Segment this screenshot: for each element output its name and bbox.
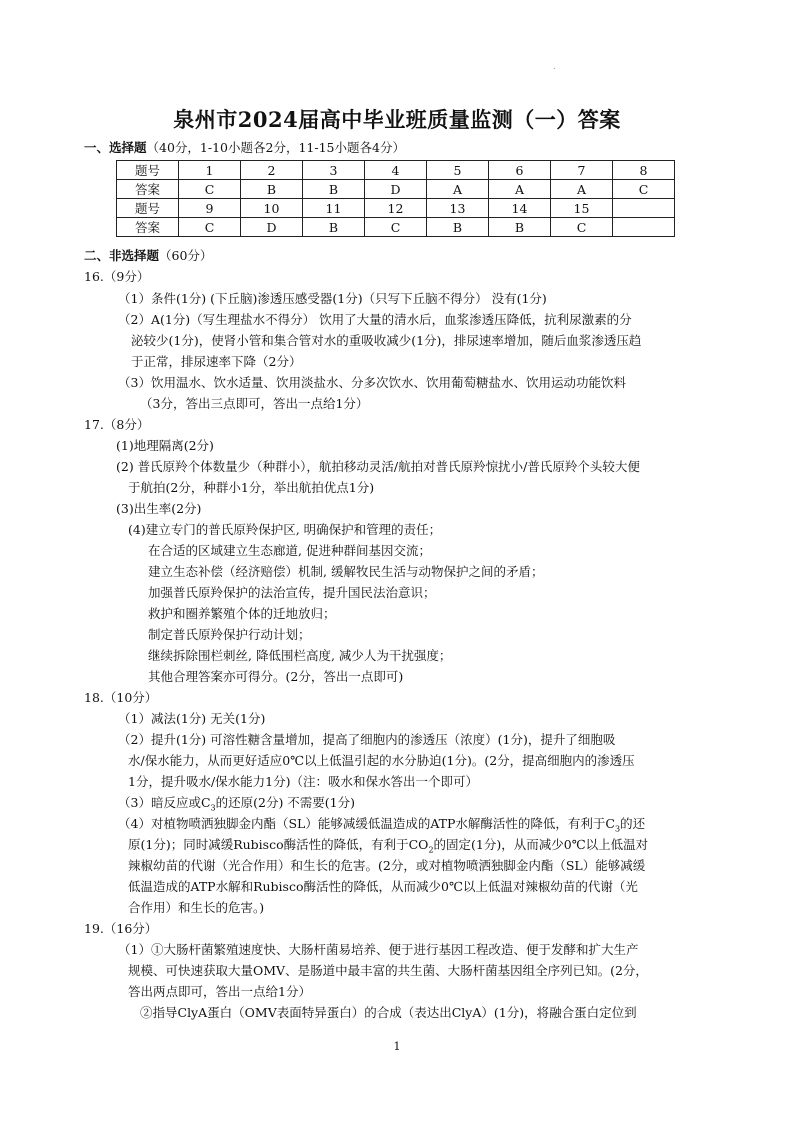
table-cell: A — [551, 180, 613, 199]
table-row — [117, 218, 675, 237]
table-cell: 10 — [241, 199, 303, 218]
section-1-heading — [84, 140, 405, 156]
table-cell: C — [613, 180, 675, 199]
table-cell: A — [489, 180, 551, 199]
stray-mark: . — [553, 62, 556, 71]
line-text: （3）暗反应或C — [118, 795, 211, 810]
table-cell — [613, 218, 675, 237]
answer-line: (1)地理隔离(2分) — [116, 438, 214, 453]
answer-line: (2) 普氏原羚个体数量少（种群小），航拍移动灵活/航拍对普氏原羚惊扰小/普氏原羚个头较大便 — [116, 459, 640, 474]
question-heading: 17.（8分） — [84, 417, 150, 432]
table-cell: B — [241, 180, 303, 199]
page-number: 1 — [393, 1040, 401, 1053]
answer-line: (3)出生率(2分) — [116, 501, 202, 516]
answer-line: （1）①大肠杆菌繁殖速度快、大肠杆菌易培养、便于进行基因工程改造、便于发酵和扩大生产 — [118, 942, 639, 957]
table-cell: 题号 — [117, 161, 179, 180]
table-cell: A — [427, 180, 489, 199]
answer-line: 于正常，排尿速率下降（2分） — [131, 354, 302, 369]
answer-table — [116, 160, 675, 237]
answer-line: 在合适的区域建立生态廊道, 促进种群间基因交流； — [148, 543, 431, 558]
subscript: 3 — [210, 803, 216, 813]
answer-line — [118, 816, 645, 838]
answer-line — [128, 837, 648, 859]
subscript: 3 — [614, 824, 621, 834]
answer-line: 低温造成的ATP水解和Rubisco酶活性的降低，从而减少0℃以上低温对辣椒幼苗的代谢（光 — [128, 879, 638, 894]
table-cell: 7 — [551, 161, 613, 180]
table-cell: C — [179, 180, 241, 199]
answer-line: 规模、可快速获取大量OMV、是肠道中最丰富的共生菌、大肠杆菌基因组全序列已知。(2分， — [128, 963, 648, 978]
answer-line: （1）条件(1分) (下丘脑)渗透压感受器(1分)（只写下丘脑不得分） 没有(1分) — [118, 291, 547, 306]
answer-line: （3）饮用温水、饮水适量、饮用淡盐水、分多次饮水、饮用葡萄糖盐水、饮用运动功能饮料 — [118, 375, 626, 390]
section-1-note: （40分，1-10小题各2分，11-15小题各4分） — [146, 140, 405, 155]
line-text: 的固定(1分)，从而减少0℃以上低温对 — [433, 837, 649, 852]
table-cell: 3 — [303, 161, 365, 180]
table-cell: 15 — [551, 199, 613, 218]
answer-line: 继续拆除围栏刺丝, 降低围栏高度, 减少人为干扰强度； — [148, 648, 452, 663]
subscript: 2 — [428, 845, 434, 855]
answer-line: （2）A(1分)（写生理盐水不得分） 饮用了大量的清水后，血浆渗透压降低，抗利尿激素的分 — [118, 312, 632, 327]
table-cell: C — [179, 218, 241, 237]
table-cell: 1 — [179, 161, 241, 180]
table-cell: C — [551, 218, 613, 237]
answer-line: 辣椒幼苗的代谢（光合作用）和生长的危害。(2分，或对植物喷洒独脚金内酯（SL）能够减缓 — [128, 858, 646, 873]
table-cell: 12 — [365, 199, 427, 218]
answer-line: ②指导ClyA蛋白（OMV表面特异蛋白）的合成（表达出ClyA）(1分)，将融合蛋白定位到 — [140, 1005, 637, 1020]
table-cell — [613, 199, 675, 218]
table-cell: 6 — [489, 161, 551, 180]
question-heading: 18.（10分） — [84, 690, 158, 705]
line-text: 的还 — [620, 816, 646, 831]
table-cell: 4 — [365, 161, 427, 180]
table-cell: 13 — [427, 199, 489, 218]
table-cell: 答案 — [117, 180, 179, 199]
table-row — [117, 161, 675, 180]
answer-line: 加强普氏原羚保护的法治宣传，提升国民法治意识； — [148, 585, 436, 600]
table-row — [117, 180, 675, 199]
page-title: 泉州市2024届高中毕业班质量监测（一）答案 — [173, 107, 621, 132]
question-heading: 16.（9分） — [84, 269, 150, 284]
answer-line: 其他合理答案亦可得分。(2分，答出一点即可) — [148, 669, 404, 684]
table-cell: 14 — [489, 199, 551, 218]
answer-line: （3分，答出三点即可，答出一点给1分） — [140, 396, 369, 411]
answer-line: （1）减法(1分) 无关(1分) — [118, 711, 266, 726]
table-cell: 5 — [427, 161, 489, 180]
line-text: （4）对植物喷洒独脚金内酯（SL）能够减缓低温造成的ATP水解酶活性的降低，有利于C — [118, 816, 615, 831]
answer-line: 合作用）和生长的危害。) — [128, 900, 265, 915]
table-cell: C — [365, 218, 427, 237]
table-cell: 题号 — [117, 199, 179, 218]
table-cell: B — [427, 218, 489, 237]
line-text: 原(1分)；同时减缓Rubisco酶活性的降低，有利于CO — [128, 837, 429, 852]
answer-line: （2）提升(1分) 可溶性糖含量增加，提高了细胞内的渗透压（浓度）(1分)，提升了细胞吸 — [118, 732, 616, 747]
question-heading: 19.（16分） — [84, 921, 158, 936]
answer-line: 答出两点即可，答出一点给1分） — [128, 984, 311, 999]
table-cell: 8 — [613, 161, 675, 180]
answer-line: 救护和圈养繁殖个体的迁地放归； — [148, 606, 336, 621]
section-2-label: 二、非选择题 — [84, 248, 160, 263]
table-cell: 11 — [303, 199, 365, 218]
answer-line — [118, 795, 355, 817]
section-2-note: （60分） — [159, 248, 213, 263]
answer-line: 制定普氏原羚保护行动计划； — [148, 627, 311, 642]
answer-line: (4)建立专门的普氏原羚保护区, 明确保护和管理的责任； — [128, 522, 442, 537]
answer-line: 水/保水能力，从而更好适应0℃以上低温引起的水分胁迫(1分)。(2分，提高细胞内的渗透压 — [128, 753, 635, 768]
table-cell: D — [365, 180, 427, 199]
answer-line: 1分，提升吸水/保水能力1分)（注：吸水和保水答出一个即可） — [128, 774, 478, 789]
answer-line: 建立生态补偿（经济赔偿）机制, 缓解牧民生活与动物保护之间的矛盾； — [148, 564, 544, 579]
section-2-heading — [84, 248, 212, 264]
table-cell: D — [241, 218, 303, 237]
table-cell: 9 — [179, 199, 241, 218]
table-cell: 答案 — [117, 218, 179, 237]
table-row — [117, 199, 675, 218]
answer-line: 泌较少(1分)，使肾小管和集合管对水的重吸收减少(1分)，排尿速率增加，随后血浆渗透压趋 — [131, 333, 642, 348]
answer-line: 于航拍(2分，种群小1分，举出航拍优点1分) — [128, 480, 375, 495]
table-cell: B — [489, 218, 551, 237]
section-1-label: 一、选择题 — [84, 140, 147, 155]
table-cell: B — [303, 218, 365, 237]
table-cell: B — [303, 180, 365, 199]
line-text: 的还原(2分) 不需要(1分) — [215, 795, 356, 810]
table-cell: 2 — [241, 161, 303, 180]
